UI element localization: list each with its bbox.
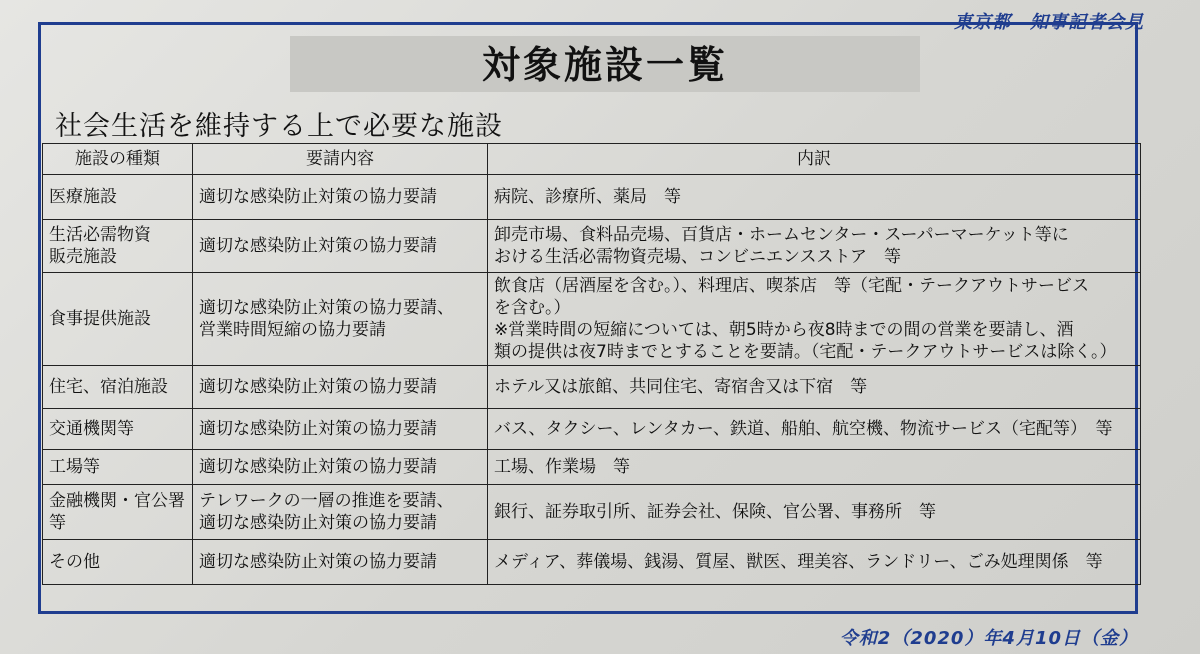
request-cell: 適切な感染防止対策の協力要請: [193, 175, 488, 220]
breakdown-cell: バス、タクシー、レンタカー、鉄道、船舶、航空機、物流サービス（宅配等） 等: [488, 409, 1141, 450]
facility-type-cell: 金融機関・官公署 等: [43, 485, 193, 540]
page-subtitle: 社会生活を維持する上で必要な施設: [55, 111, 503, 142]
table-row: [43, 485, 1141, 540]
facility-type-cell: 住宅、宿泊施設: [43, 366, 193, 409]
breakdown-cell: 病院、診療所、薬局 等: [488, 175, 1141, 220]
facility-type-cell: 食事提供施設: [43, 273, 193, 366]
table-row: [43, 366, 1141, 409]
header-request: 要請内容: [193, 144, 488, 175]
table-row: [43, 409, 1141, 450]
request-cell: 適切な感染防止対策の協力要請: [193, 409, 488, 450]
facility-type-cell: 生活必需物資 販売施設: [43, 220, 193, 273]
facility-type-cell: その他: [43, 540, 193, 585]
table-header-row: [43, 144, 1141, 175]
header-breakdown: 内訳: [488, 144, 1141, 175]
table-row: [43, 175, 1141, 220]
breakdown-cell: 銀行、証券取引所、証券会社、保険、官公署、事務所 等: [488, 485, 1141, 540]
request-cell: 適切な感染防止対策の協力要請: [193, 220, 488, 273]
request-cell: 適切な感染防止対策の協力要請、 営業時間短縮の協力要請: [193, 273, 488, 366]
request-cell: 適切な感染防止対策の協力要請: [193, 450, 488, 485]
request-cell: テレワークの一層の推進を要請、 適切な感染防止対策の協力要請: [193, 485, 488, 540]
table-row: [43, 220, 1141, 273]
header-facility-type: 施設の種類: [43, 144, 193, 175]
breakdown-cell: ホテル又は旅館、共同住宅、寄宿舎又は下宿 等: [488, 366, 1141, 409]
facility-type-cell: 交通機関等: [43, 409, 193, 450]
breakdown-cell: 工場、作業場 等: [488, 450, 1141, 485]
breakdown-cell: 飲食店（居酒屋を含む。）、料理店、喫茶店 等（宅配・テークアウトサービス を含む。） ※営業時間の短縮については、朝5時から夜8時までの間の営業を要請し、酒 類の提供は夜7時までとすることを要請。（宅配・テークアウトサービスは除く。）: [488, 273, 1141, 366]
request-cell: 適切な感染防止対策の協力要請: [193, 366, 488, 409]
breakdown-cell: メディア、葬儀場、銭湯、質屋、獣医、理美容、ランドリー、ごみ処理関係 等: [488, 540, 1141, 585]
breakdown-cell: 卸売市場、食料品売場、百貨店・ホームセンター・スーパーマーケット等に おける生活必需物資売場、コンビニエンスストア 等: [488, 220, 1141, 273]
facility-type-cell: 医療施設: [43, 175, 193, 220]
page-title: 対象施設一覧: [481, 43, 728, 87]
document-date: 令和2（2020）年4月10日（金）: [839, 628, 1138, 649]
request-cell: 適切な感染防止対策の協力要請: [193, 540, 488, 585]
table-row: [43, 273, 1141, 366]
facility-type-cell: 工場等: [43, 450, 193, 485]
table-row: [43, 450, 1141, 485]
facilities-table: [42, 143, 1141, 585]
header-organization: 東京都 知事記者会見: [954, 12, 1144, 33]
table-row: [43, 540, 1141, 585]
